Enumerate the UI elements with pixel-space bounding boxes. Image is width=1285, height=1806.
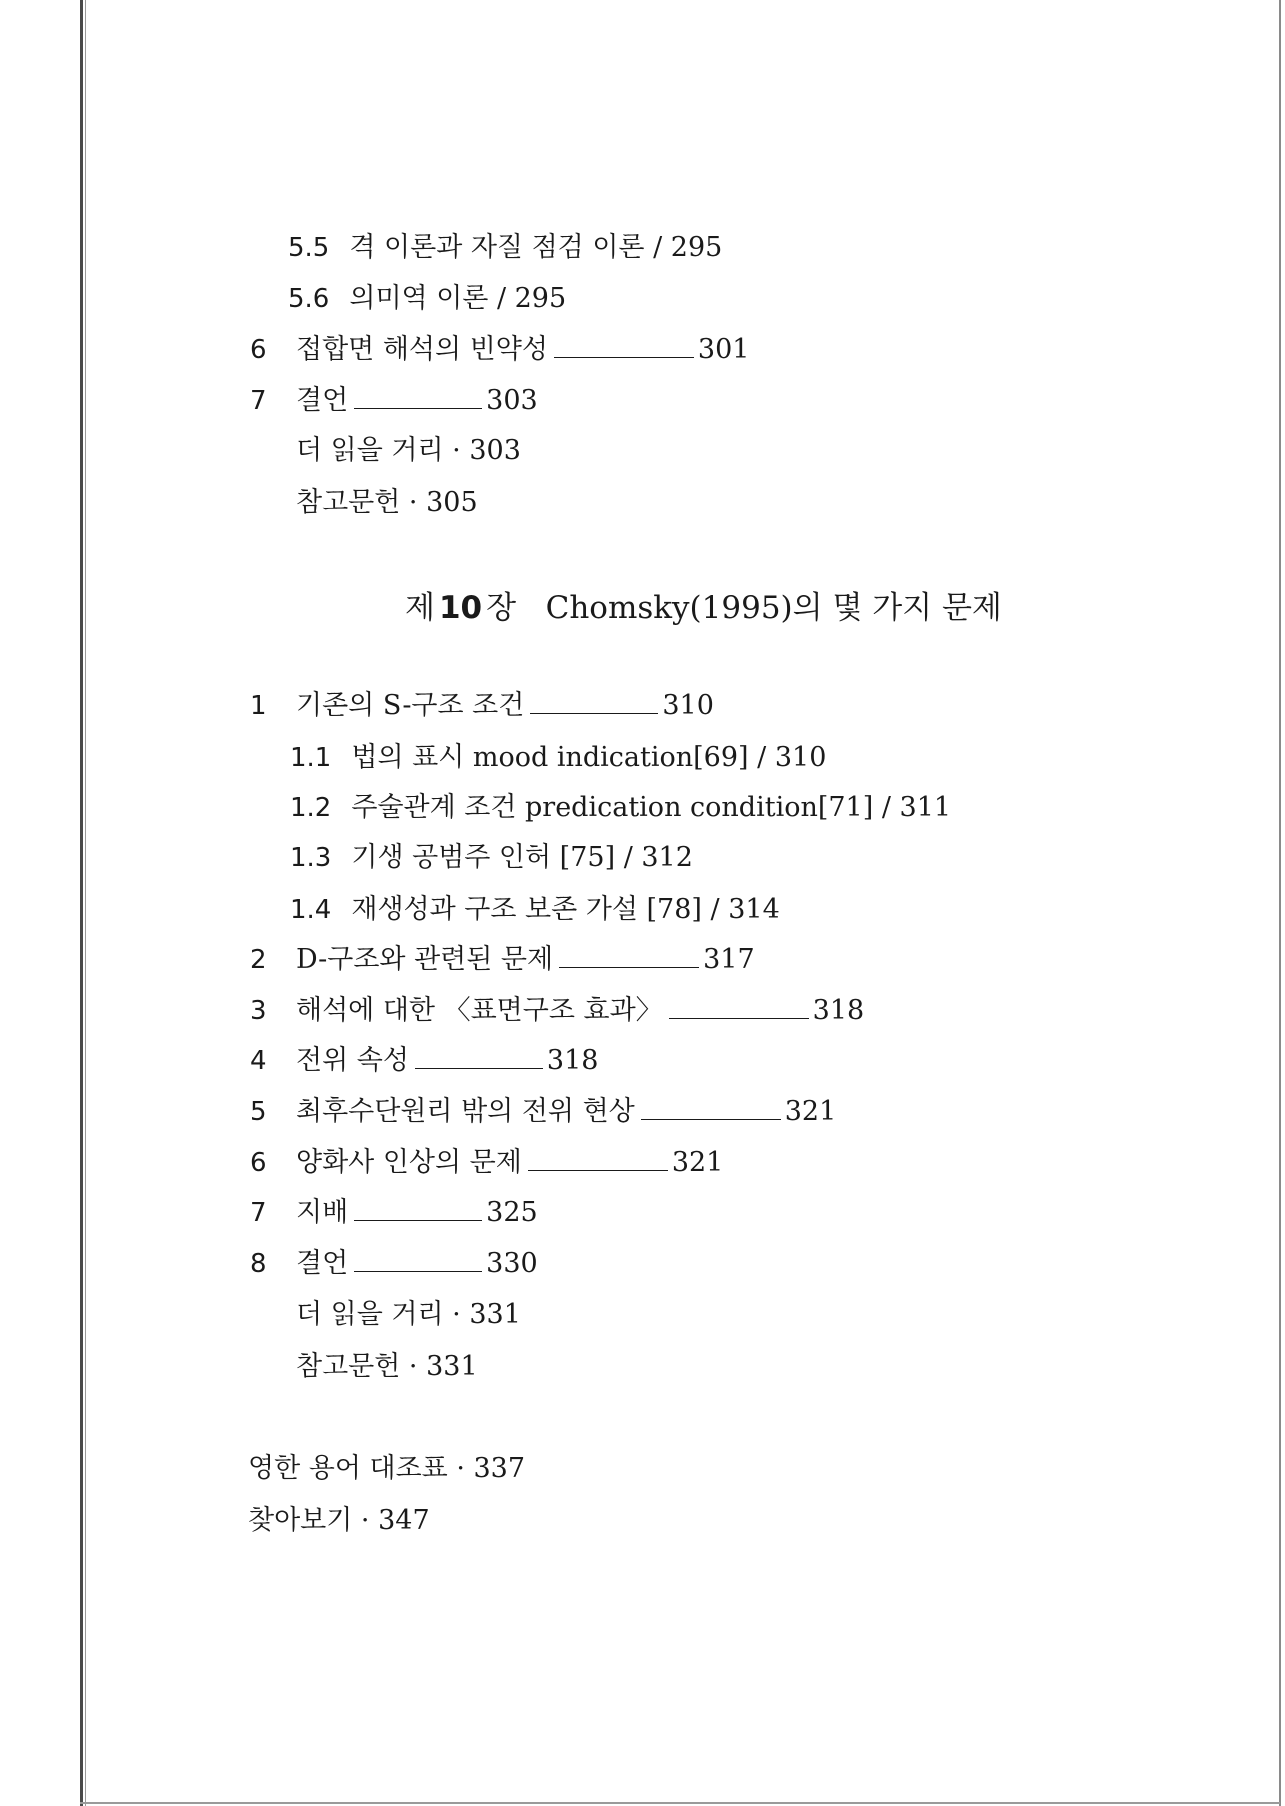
section-title: 접합면 해석의 빈약성 — [296, 334, 548, 365]
toc-entry — [250, 690, 714, 722]
page-left-edge — [80, 0, 83, 1806]
section-number: 1.4 — [290, 895, 332, 925]
section-title: 더 읽을 거리 — [296, 435, 444, 466]
toc-entry — [250, 944, 755, 976]
page-ref: / 311 — [881, 792, 952, 823]
section-number: 6 — [250, 1148, 267, 1178]
section-number: 1 — [250, 691, 267, 721]
toc-entry — [290, 894, 780, 926]
section-title: 기생 공범주 인허 [75] — [351, 842, 616, 873]
page-ref: / 295 — [653, 232, 723, 263]
page-ref: · 305 — [408, 487, 478, 518]
toc-entry — [296, 435, 521, 467]
page-ref: / 314 — [710, 894, 780, 925]
toc-entry — [250, 334, 749, 366]
page-ref: 310 — [662, 690, 714, 721]
toc-entry — [288, 283, 566, 315]
section-title: 기존의 S-구조 조건 — [296, 690, 525, 721]
section-number: 7 — [250, 386, 267, 416]
section-title: 최후수단원리 밖의 전위 현상 — [296, 1096, 635, 1127]
section-number: 1.1 — [290, 743, 332, 773]
section-title: 재생성과 구조 보존 가설 [78] — [351, 894, 702, 925]
section-number: 7 — [250, 1198, 267, 1228]
toc-entry — [250, 1248, 538, 1280]
page-ref: · 337 — [456, 1453, 526, 1484]
toc-entry — [250, 1147, 723, 1179]
page-bottom-edge — [80, 1802, 1280, 1804]
section-title: 법의 표시 mood indication[69] — [351, 742, 749, 773]
page-left-edge-inner — [85, 0, 86, 1806]
section-number: 6 — [250, 335, 267, 365]
page-ref: · 331 — [408, 1351, 478, 1382]
section-number: 5.6 — [288, 284, 330, 314]
section-title: 전위 속성 — [296, 1045, 409, 1076]
page-ref: · 331 — [452, 1299, 521, 1330]
toc-entry — [288, 232, 722, 264]
page-ref: 318 — [812, 995, 865, 1026]
section-title: 양화사 인상의 문제 — [296, 1147, 522, 1178]
section-title: 격 이론과 자질 점검 이론 — [349, 232, 645, 263]
chapter-title: Chomsky(1995)의 몇 가지 문제 — [545, 590, 1002, 626]
section-number: 3 — [250, 996, 267, 1026]
chapter-suffix: 장 — [486, 590, 517, 626]
toc-entry — [250, 1045, 598, 1077]
toc-entry — [248, 1505, 430, 1537]
section-title: 참고문헌 — [296, 487, 401, 518]
toc-entry — [250, 1096, 836, 1128]
page-ref: 330 — [486, 1248, 538, 1279]
section-title: 결언 — [296, 385, 349, 416]
page-ref: 303 — [486, 385, 538, 416]
section-number: 4 — [250, 1046, 267, 1076]
section-title: 찾아보기 — [248, 1505, 353, 1536]
toc-entry — [290, 742, 826, 774]
toc-entry — [296, 487, 478, 519]
toc-entry — [296, 1299, 521, 1331]
toc-entry — [296, 1351, 478, 1383]
section-number: 2 — [250, 945, 267, 975]
toc-entry — [290, 842, 693, 874]
section-title: 의미역 이론 — [349, 283, 489, 314]
page-ref: · 347 — [360, 1505, 430, 1536]
section-title: 참고문헌 — [296, 1351, 401, 1382]
page-ref: 317 — [703, 944, 755, 975]
page-ref: 325 — [486, 1197, 538, 1228]
section-number: 5.5 — [288, 233, 330, 263]
page-ref: 301 — [697, 334, 750, 365]
section-title: 지배 — [296, 1197, 349, 1228]
section-number: 5 — [250, 1097, 267, 1127]
section-number: 1.2 — [290, 793, 332, 823]
page-ref: / 310 — [757, 742, 827, 773]
chapter-number: 10 — [438, 590, 483, 626]
section-title: 영한 용어 대조표 — [248, 1453, 448, 1484]
section-title: 더 읽을 거리 — [296, 1299, 444, 1330]
page-ref: 318 — [546, 1045, 599, 1076]
section-title: 결언 — [296, 1248, 349, 1279]
chapter-prefix: 제 — [405, 590, 435, 626]
section-title: D-구조와 관련된 문제 — [296, 944, 554, 975]
section-title: 해석에 대한 〈표면구조 효과〉 — [296, 995, 663, 1026]
toc-entry — [290, 792, 951, 824]
toc-entry — [250, 385, 538, 417]
chapter-heading — [405, 588, 1002, 628]
section-number: 1.3 — [290, 843, 332, 873]
toc-entry — [250, 1197, 538, 1229]
toc-entry — [250, 995, 864, 1027]
page-ref: / 312 — [623, 842, 693, 873]
section-number: 8 — [250, 1249, 267, 1279]
toc-entry — [248, 1453, 525, 1485]
page-ref: · 303 — [452, 435, 521, 466]
page-right-edge — [1279, 0, 1281, 1806]
section-title: 주술관계 조건 predication condition[71] — [351, 792, 874, 823]
page-ref: 321 — [671, 1147, 724, 1178]
page-ref: 321 — [784, 1096, 837, 1127]
page-ref: / 295 — [496, 283, 567, 314]
